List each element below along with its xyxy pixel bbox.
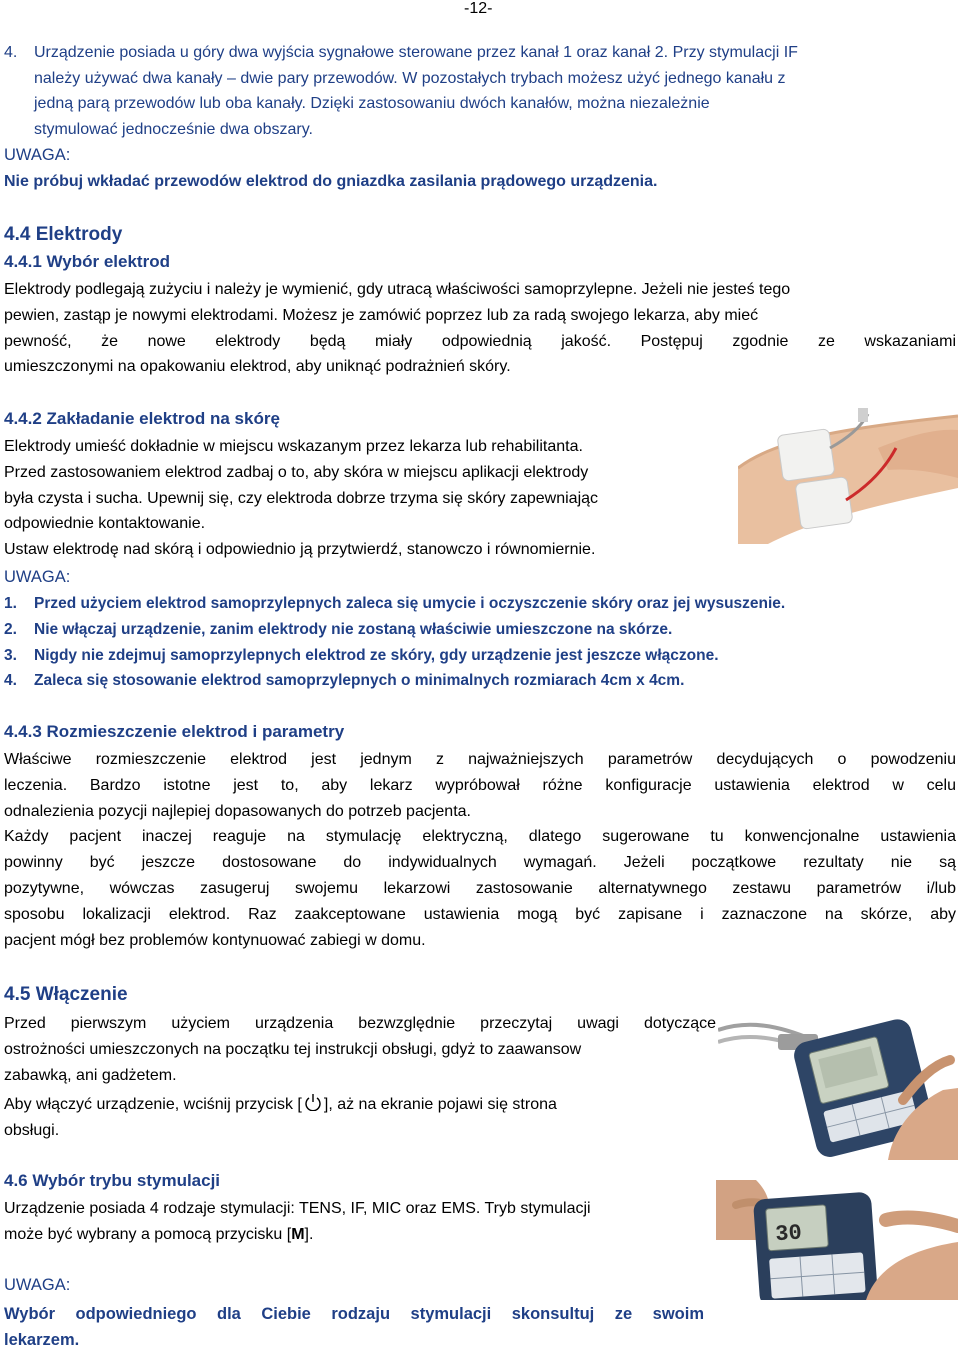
warning2-item: 1. Przed użyciem elektrod samoprzylepnych zaleca się umycie i oczyszczenie skóry oraz jej wysuszenie.	[4, 591, 956, 617]
s442-line5: Ustaw elektrodę nad skórą i odpowiednio ją przytwierdź, stanowczo i równomiernie.	[4, 537, 744, 563]
device-image-power	[718, 1010, 958, 1160]
s443-p1-l3: odnalezienia pozycji najlepiej dopasowanych do potrzeb pacjenta.	[4, 799, 956, 825]
s441-line4: umieszczonymi na opakowaniu elektrod, aby uniknąć podrażnień skóry.	[4, 354, 956, 380]
s45-line2: ostrożności umieszczonych na początku tej instrukcji obsługi, gdyż to zaawansow	[4, 1037, 716, 1063]
section-4-4-3-text	[4, 747, 956, 953]
section-4-4-1-text	[4, 277, 956, 380]
s442-line4: odpowiednie kontaktowanie.	[4, 511, 744, 537]
s45-line3: zabawką, ani gadżetem.	[4, 1063, 716, 1089]
s441-line1: Elektrody podlegają zużyciu i należy je wymienić, gdy utracą właściwości samoprzylepne. Jeżeli nie jesteś tego	[4, 277, 956, 303]
warning2-list	[4, 591, 956, 694]
s443-p2-l5: pacjent mógł bez problemów kontynuować zabiegi w domu.	[4, 928, 956, 954]
s46-line2: może być wybrany a pomocą przycisku [M].	[4, 1222, 716, 1248]
s442-line1: Elektrody umieść dokładnie w miejscu wskazanym przez lekarza lub rehabilitanta.	[4, 434, 744, 460]
warning3-line2: lekarzem.	[4, 1328, 704, 1353]
section4-number: 4.	[4, 40, 34, 66]
warning3-line1: Wybór odpowiedniego dla Ciebie rodzaju stymulacji skonsultuj ze swoim	[4, 1302, 704, 1328]
warning2-item: 4. Zaleca się stosowanie elektrod samoprzylepnych o minimalnych rozmiarach 4cm x 4cm.	[4, 668, 956, 694]
s45-line5: obsługi.	[4, 1118, 716, 1144]
arm-electrodes-image	[738, 408, 958, 544]
s441-line2: pewien, zastąp je nowymi elektrodami. Możesz je zamówić poprzez lub za radą swojego lekarza, aby mieć	[4, 303, 956, 329]
s46-line1: Urządzenie posiada 4 rodzaje stymulacji: TENS, IF, MIC oraz EMS. Tryb stymulacji	[4, 1196, 716, 1222]
section-4-5-text	[4, 1011, 716, 1144]
section4-line1: Urządzenie posiada u góry dwa wyjścia sygnałowe sterowane przez kanał 1 oraz kanał 2. Przy stymulacji IF	[34, 44, 798, 61]
s443-p2-l4: sposobu lokalizacji elektrod. Raz zaakceptowane ustawienia mogą być zapisane i zaznaczone na skórze, aby	[4, 902, 956, 928]
s443-p2-l3: pozytywne, wówczas zasugeruj swojemu lekarzowi zastosowanie alternatywnego zestawu parametrów i/lub	[4, 876, 956, 902]
section-4-6-title: 4.6 Wybór trybu stymulacji	[4, 1171, 220, 1191]
page-number: -12-	[464, 0, 492, 18]
device-image-mode	[716, 1180, 958, 1300]
device-screen-digits: 30	[775, 1220, 803, 1247]
warning2-label: UWAGA:	[4, 568, 70, 587]
section-4-4-2-text	[4, 434, 744, 563]
warning2-item: 3. Nigdy nie zdejmuj samoprzylepnych elektrod ze skóry, gdy urządzenie jest jeszcze włączone.	[4, 643, 956, 669]
section4-line2: należy używać dwa kanały – dwie pary przewodów. W pozostałych trybach możesz użyć jednego kanału z	[4, 66, 956, 92]
warning3-label: UWAGA:	[4, 1276, 70, 1295]
s45-line1: Przed pierwszym użyciem urządzenia bezwzględnie przeczytaj uwagi dotyczące	[4, 1011, 716, 1037]
warning3-text	[4, 1302, 704, 1353]
section-4-4-3-title: 4.4.3 Rozmieszczenie elektrod i parametry	[4, 722, 344, 742]
s442-line3: była czysta i sucha. Upewnij się, czy elektroda dobrze trzyma się skóry zapewniając	[4, 486, 744, 512]
s443-p2-l1: Każdy pacjent inaczej reaguje na stymulację elektryczną, dlatego sugerowane tu konwencjonalne ustawienia	[4, 824, 956, 850]
section-4-6-text	[4, 1196, 716, 1248]
s442-line2: Przed zastosowaniem elektrod zadbaj o to, aby skóra w miejscu aplikacji elektrody	[4, 460, 744, 486]
section4-paragraph	[4, 40, 956, 142]
s443-p1-l1: Właściwe rozmieszczenie elektrod jest jednym z najważniejszych parametrów decydujących o powodzeniu	[4, 747, 956, 773]
warning1-label: UWAGA:	[4, 146, 70, 165]
section-4-5-title: 4.5 Włączenie	[4, 984, 128, 1006]
s443-p1-l2: leczenia. Bardzo istotne jest to, aby lekarz wypróbował różne konfiguracje ustawienia elektrod w celu	[4, 773, 956, 799]
s443-p2-l2: powinny być jeszcze dostosowane do indywidualnych wymagań. Jeżeli początkowe rezultaty nie są	[4, 850, 956, 876]
s441-line3: pewność, że nowe elektrody będą miały odpowiednią jakość. Postępuj zgodnie ze wskazaniami	[4, 329, 956, 355]
section-4-4-1-title: 4.4.1 Wybór elektrod	[4, 252, 170, 272]
s45-line4: Aby włączyć urządzenie, wciśnij przycisk [ ], aż na ekranie pojawi się strona	[4, 1092, 716, 1118]
warning1-text: Nie próbuj wkładać przewodów elektrod do gniazdka zasilania prądowego urządzenia.	[4, 173, 657, 191]
section-4-4-2-title: 4.4.2 Zakładanie elektrod na skórę	[4, 409, 280, 429]
section4-line3: jedną parą przewodów lub oba kanały. Dzięki zastosowaniu dwóch kanałów, można niezależnie	[4, 91, 956, 117]
section4-line4: stymulować jednocześnie dwa obszary.	[4, 117, 956, 143]
section-4-4-title: 4.4 Elektrody	[4, 224, 122, 246]
warning2-item: 2. Nie włączaj urządzenie, zanim elektrody nie zostaną właściwie umieszczone na skórze.	[4, 617, 956, 643]
power-icon	[302, 1093, 324, 1111]
